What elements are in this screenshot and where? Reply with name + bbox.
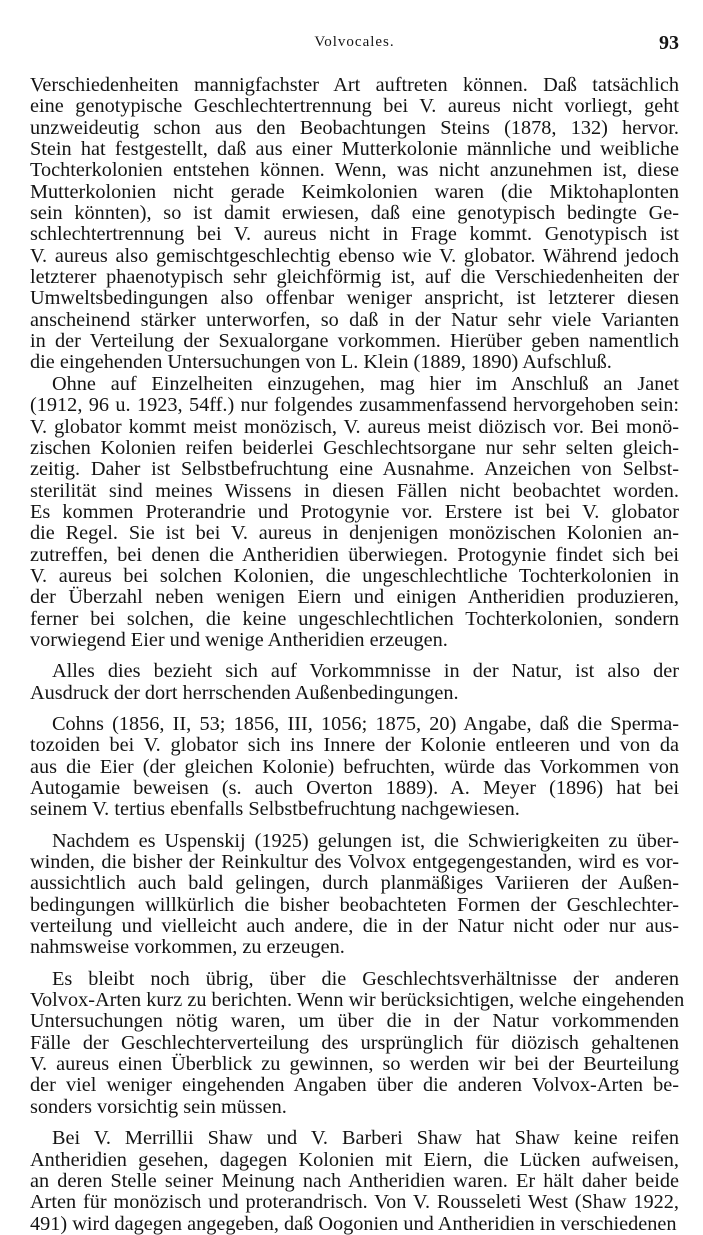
text-line: Cohns (1856, II, 53; 1856, III, 1056; 1875, 20) Angabe, daß die Sperma- [52,712,679,735]
paragraph [30,831,679,959]
text-line: seinem V. tertius ebenfalls Selbstbefruchtung nachgewiesen. [30,798,520,821]
text-line: schlechtertrennung bei V. aureus nicht in Frage kommt. Genotypisch ist [30,223,679,246]
text-line: zischen Kolonien reifen beiderlei Geschlechtsorgane nur sehr selten gleich- [30,436,679,459]
text-line: nahmsweise vorkommen, zu erzeugen. [30,936,345,959]
text-line: sein könnten), so ist damit erwiesen, daß eine genotypisch bedingte Ge- [30,202,679,225]
text-line: Autogamie beweisen (s. auch Overton 1889). A. Meyer (1896) hat bei [30,777,679,799]
text-line: V. globator kommt meist monözisch, V. aureus meist diözisch vor. Bei monö- [30,415,679,438]
paragraph [30,967,685,1118]
text-line: Nachdem es Uspenskij (1925) gelungen ist, die Schwierigkeiten zu über- [52,829,679,852]
text-line: an deren Stelle seiner Meinung nach Antheridien waren. Er hält daher beide [30,1169,679,1192]
text-line: Es bleibt noch übrig, über die Geschlechtsverhältnisse der anderen [52,967,679,990]
paragraph [30,374,679,651]
text-line: ferner bei solchen, die keine ungeschlechtlichen Tochterkolonien, sondern [30,607,679,630]
text-line: Tochterkolonien entstehen können. Wenn, was nicht anzunehmen ist, diese [30,159,679,182]
text-line: 491) wird dagegen angegeben, daß Oogonien und Antheridien in verschiedenen [30,1212,677,1235]
text-line: zutreffen, bei denen die Antheridien überwiegen. Protogynie findet sich bei [30,543,679,566]
text-line: sterilität sind meines Wissens in diesen Fällen nicht beobachtet worden. [30,479,679,502]
text-line: der Überzahl neben wenigen Eiern und einigen Antheridien produzieren, [30,586,679,609]
text-line: die Regel. Sie ist bei V. aureus in denjenigen monözischen Kolonien an- [30,522,679,545]
text-line: aussichtlich auch bald gelingen, durch planmäßiges Variieren der Außen- [30,872,679,895]
text-line: Arten für monözisch und proterandrisch. Von V. Rousseleti West (Shaw 1922, [30,1191,679,1214]
paragraph [30,75,679,374]
text-line: V. aureus bei solchen Kolonien, die ungeschlechtliche Tochterkolonien in [30,564,679,587]
text-line: Alles dies bezieht sich auf Vorkommnisse in der Natur, ist also der [52,660,679,683]
text-line: die eingehenden Untersuchungen von L. Klein (1889, 1890) Aufschluß. [30,351,612,374]
text-line: Verschiedenheiten mannigfachster Art auftreten können. Daß tatsächlich [30,74,679,96]
running-head: Volvocales. [314,34,395,50]
text-line: Mutterkolonien nicht gerade Keimkolonien waren (die Miktohaplonten [30,180,679,203]
body-text [30,74,685,1235]
text-line: in der Verteilung der Sexualorgane vorkommen. Hierüber geben namentlich [30,330,679,353]
text-line: verteilung und vielleicht auch andere, die in der Natur nicht oder nur aus- [30,915,679,938]
text-line: Stein hat festgestellt, daß aus einer Mutterkolonie männliche und weibliche [30,138,679,161]
text-line: winden, die bisher der Reinkultur des Volvox entgegengestanden, wird es vor- [30,851,679,874]
text-line: bedingungen willkürlich die bisher beobachteten Formen der Geschlechter- [30,893,679,916]
paragraph [30,1128,679,1235]
text-line: Fälle der Geschlechterverteilung des ursprünglich für diözisch gehaltenen [30,1031,679,1054]
text-line: letzterer phaenotypisch sehr gleichförmig ist, auf die Verschiedenheiten der [30,266,679,289]
text-line: Untersuchungen nötig waren, um über die in der Natur vorkommenden [30,1010,679,1033]
text-line: Ohne auf Einzelheiten einzugehen, mag hier im Anschluß an Janet [52,372,679,395]
page-header [30,28,679,54]
text-line: Umweltsbedingungen also offenbar weniger anspricht, ist letzterer diesen [30,287,679,310]
paragraph [30,661,679,704]
text-line: eine genotypische Geschlechtertrennung bei V. aureus nicht vorliegt, geht [30,95,679,118]
text-line: anscheinend stärker unterworfen, so daß in der Natur sehr viele Varianten [30,308,679,331]
text-line: Ausdruck der dort herrschenden Außenbedingungen. [30,681,459,704]
text-line: aus die Eier (der gleichen Kolonie) befruchten, würde das Vorkommen von [30,755,679,778]
text-line: Bei V. Merrillii Shaw und V. Barberi Shaw hat Shaw keine reifen [52,1127,679,1150]
text-line: sonders vorsichtig sein müssen. [30,1095,287,1118]
text-line: V. aureus einen Überblick zu gewinnen, so werden wir bei der Beurteilung [30,1053,679,1076]
paragraph [30,714,679,821]
text-line: unzweideutig schon aus den Beobachtungen Steins (1878, 132) hervor. [30,116,679,139]
text-line: Volvox-Arten kurz zu berichten. Wenn wir berücksichtigen, welche eingehenden [30,989,685,1012]
text-line: V. aureus also gemischtgeschlechtig ebenso wie V. globator. Während jedoch [30,244,679,267]
text-line: der viel weniger eingehenden Angaben über die anderen Volvox-Arten be- [30,1074,679,1097]
text-line: (1912, 96 u. 1923, 54ff.) nur folgendes zusammenfassend hervorgehoben sein: [30,394,679,417]
page-number: 93 [659,32,679,54]
text-line: vorwiegend Eier und wenige Antheridien erzeugen. [30,628,448,651]
text-line: zeitig. Daher ist Selbstbefruchtung eine Ausnahme. Anzeichen von Selbst- [30,458,679,481]
text-line: Antheridien gesehen, dagegen Kolonien mit Eiern, die Lücken aufweisen, [30,1148,679,1171]
text-line: tozoiden bei V. globator sich ins Innere der Kolonie entleeren und von da [30,734,679,757]
text-line: Es kommen Proterandrie und Protogynie vor. Erstere ist bei V. globator [30,500,679,523]
